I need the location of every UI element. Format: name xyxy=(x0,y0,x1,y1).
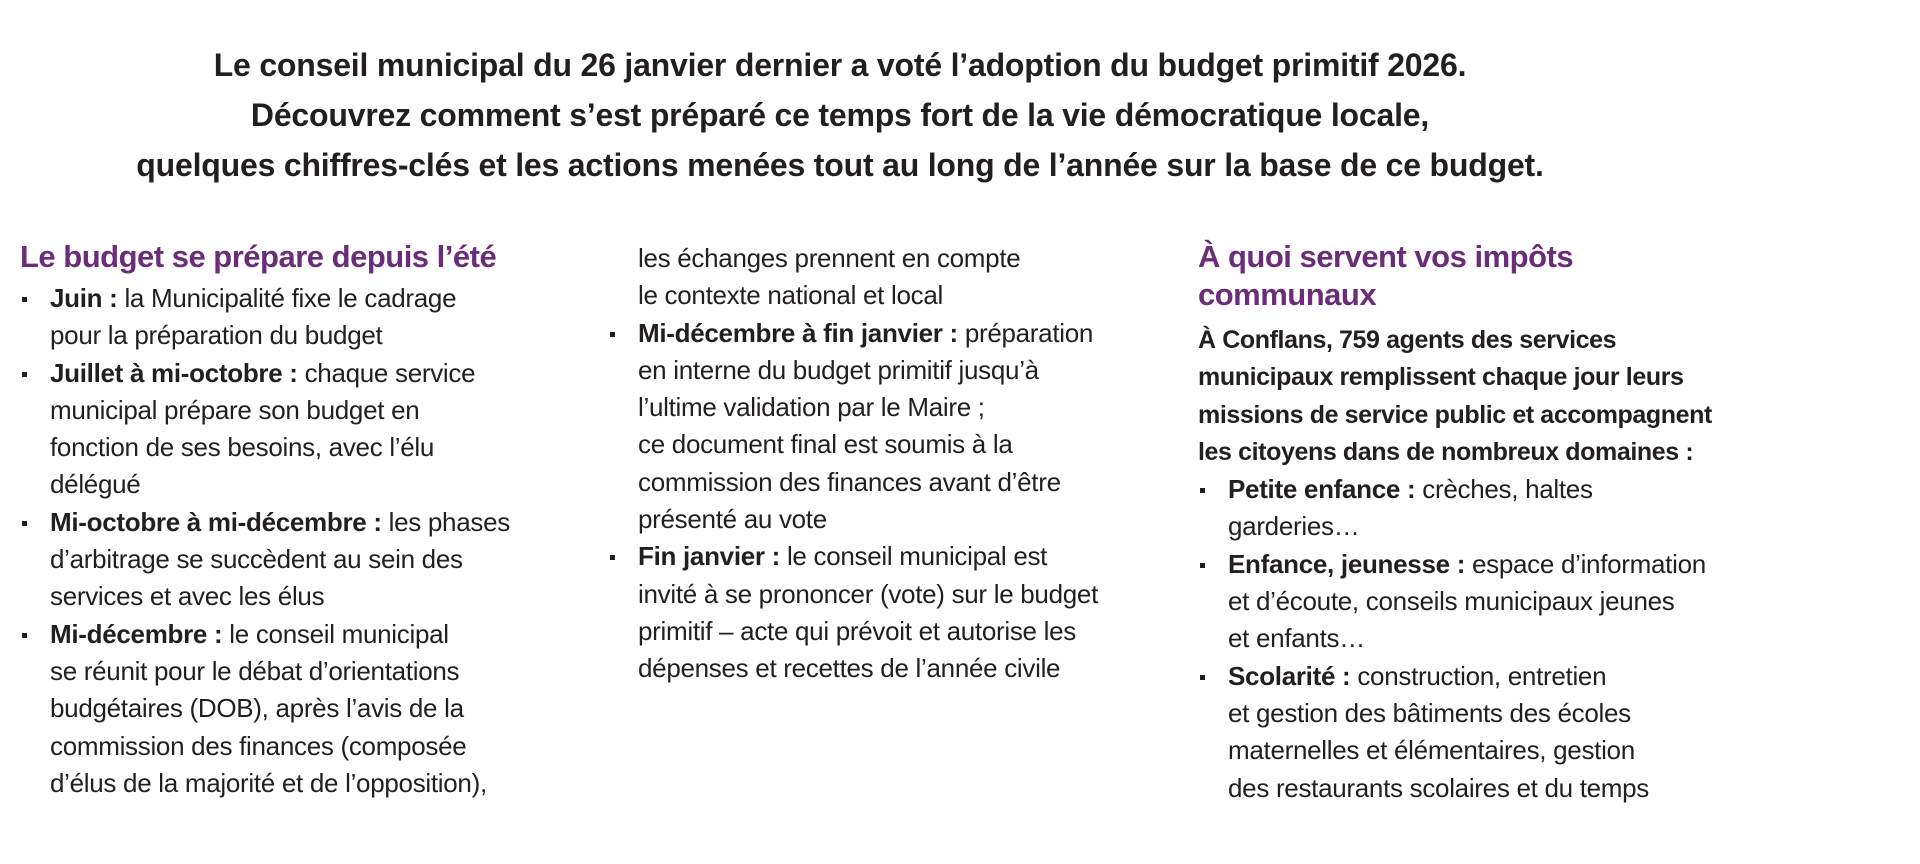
section-heading: Le budget se prépare depuis l’été xyxy=(20,239,497,274)
intro-line: Le conseil municipal du 26 janvier dernier a voté l’adoption du budget primitif 2026. xyxy=(213,47,1467,83)
lead-paragraph: À Conflans, 759 agents des services municipaux remplissent chaque jour leurs missions de service public et accompagnent les citoyens dans de nombreux domaines : xyxy=(1198,326,1712,466)
list-item-continuation: les échanges prennent en compte le contexte national et local xyxy=(638,243,1021,311)
budget-preparation-column xyxy=(20,238,610,802)
list-item: Juillet à mi-octobre : chaque service municipal prépare son budget en fonction de ses besoins, avec l’élu délégué xyxy=(20,355,610,504)
item-label: Mi-octobre à mi-décembre : xyxy=(50,506,382,537)
list-item: Petite enfance : crèches, haltes garderies… xyxy=(1198,471,1778,546)
section-heading: À quoi servent vos impôts communaux xyxy=(1198,239,1574,312)
taxes-usage-column xyxy=(1198,238,1778,807)
timeline-list xyxy=(20,280,610,802)
list-item: Scolarité : construction, entretien et gestion des bâtiments des écoles maternelles et élémentaires, gestion des restaurants scolaires et du temps xyxy=(1198,658,1778,807)
item-label: Mi-décembre : xyxy=(50,618,223,649)
item-label: Juillet à mi-octobre : xyxy=(50,357,298,388)
list-item: Fin janvier : le conseil municipal est invité à se prononcer (vote) sur le budget primitif – acte qui prévoit et autorise les dépenses et recettes de l’année civile xyxy=(608,538,1168,687)
item-label: Petite enfance : xyxy=(1228,474,1416,505)
intro-line: quelques chiffres-clés et les actions menées tout au long de l’année sur la base de ce budget. xyxy=(136,147,1544,183)
timeline-list-continued xyxy=(608,240,1168,688)
item-label: Scolarité : xyxy=(1228,660,1351,691)
list-item: Enfance, jeunesse : espace d’information et d’écoute, conseils municipaux jeunes et enfants… xyxy=(1198,546,1778,658)
intro-paragraph xyxy=(0,40,1680,190)
list-item: Juin : la Municipalité fixe le cadrage pour la préparation du budget xyxy=(20,280,610,355)
item-label: Mi-décembre à fin janvier : xyxy=(638,317,958,348)
list-item: Mi-décembre : le conseil municipal se réunit pour le débat d’orientations budgétaires (DOB), après l’avis de la commission des finances (composée d’élus de la majorité et de l’opposition), xyxy=(20,616,610,802)
item-label: Juin : xyxy=(50,283,118,313)
item-label: Fin janvier : xyxy=(638,541,781,572)
budget-preparation-continued-column xyxy=(608,240,1168,688)
item-label: Enfance, jeunesse : xyxy=(1228,548,1466,579)
list-item: Mi-octobre à mi-décembre : les phases d’arbitrage se succèdent au sein des services et avec les élus xyxy=(20,504,610,616)
services-list xyxy=(1198,471,1778,807)
intro-line: Découvrez comment s’est préparé ce temps fort de la vie démocratique locale, xyxy=(250,97,1430,133)
list-item: Mi-décembre à fin janvier : préparation en interne du budget primitif jusqu’à l’ultime validation par le Maire ; ce document final est soumis à la commission des finances avant d’être présenté au vote xyxy=(608,315,1168,539)
